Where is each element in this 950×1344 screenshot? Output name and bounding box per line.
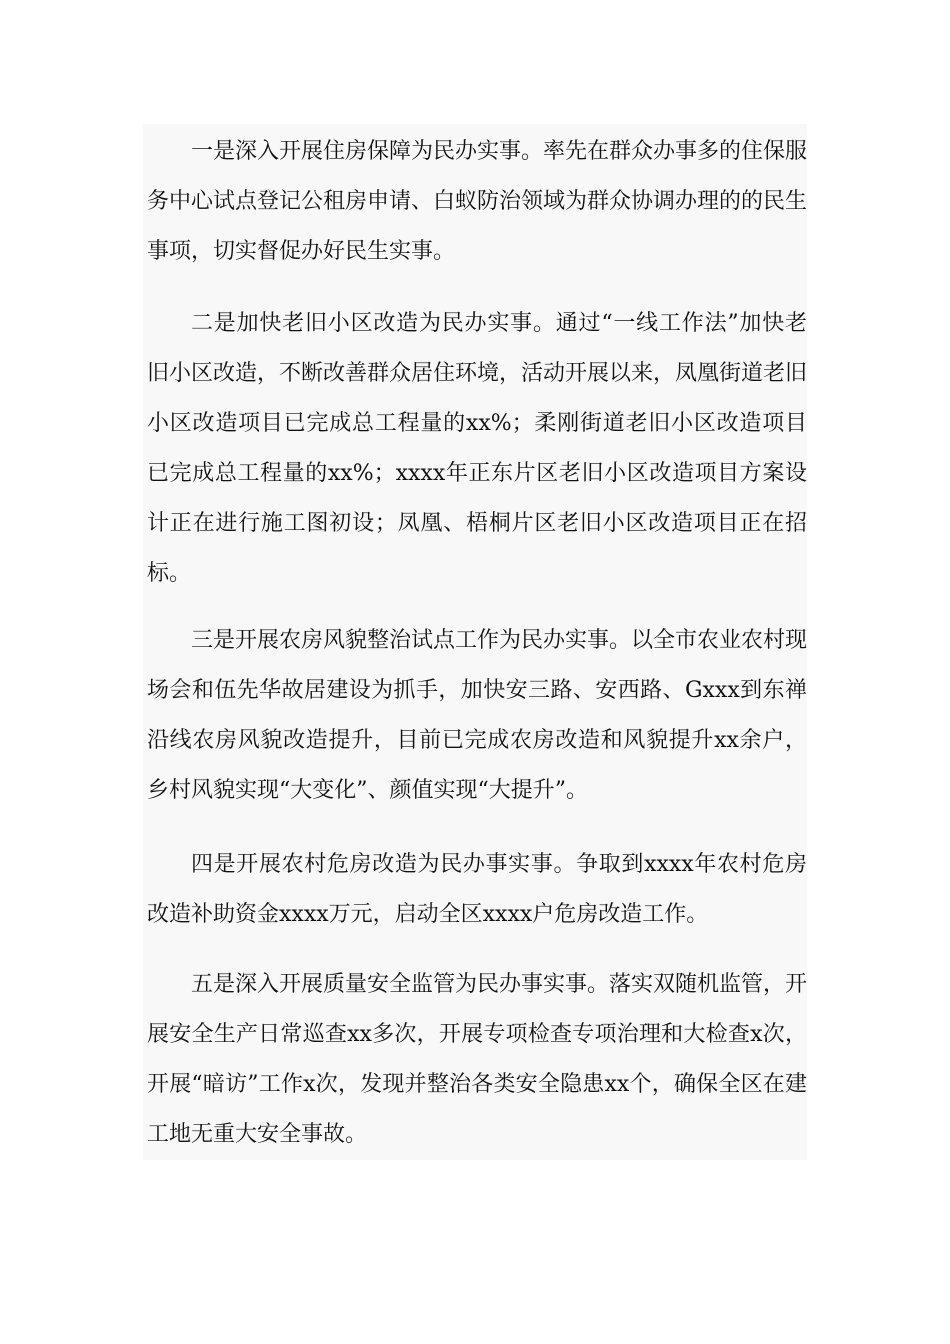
paragraph-old-community-renovation: 二是加快老旧小区改造为民办实事。通过“一线工作法”加快老旧小区改造，不断改善群众居住环境，活动开展以来，凤凰街道老旧小区改造项目已完成总工程量的xx%；柔刚街道老旧小区改造项目已完成总工程量的xx%；xxxx年正东片区老旧小区改造项目方案设计正在进行施工图初设；凤凰、梧桐片区老旧小区改造项目正在招标。 (147, 311, 808, 586)
paragraph-rural-dilapidated-housing: 四是开展农村危房改造为民办事实事。争取到xxxx年农村危房改造补助资金xxxx万元，启动全区xxxx户危房改造工作。 (147, 852, 807, 927)
document-body (143, 124, 807, 1160)
paragraph-rural-housing-style: 三是开展农房风貌整治试点工作为民办实事。以全市农业农村现场会和伍先华故居建设为抓手，加快安三路、安西路、Gxxx到东禅沿线农房风貌改造提升，目前已完成农房改造和风貌提升xx余户，乡村风貌实现“大变化”、颜值实现“大提升”。 (147, 628, 808, 803)
paragraph-quality-safety-supervision: 五是深入开展质量安全监管为民办事实事。落实双随机监管，开展安全生产日常巡查xx多次，开展专项检查专项治理和大检查x次，开展“暗访”工作x次，发现并整治各类安全隐患xx个，确保全区在建工地无重大安全事故。 (147, 972, 808, 1147)
paragraph-housing-security: 一是深入开展住房保障为民办实事。率先在群众办事多的住保服务中心试点登记公租房申请、白蚁防治领域为群众协调办理的的民生事项，切实督促办好民生实事。 (147, 139, 808, 264)
